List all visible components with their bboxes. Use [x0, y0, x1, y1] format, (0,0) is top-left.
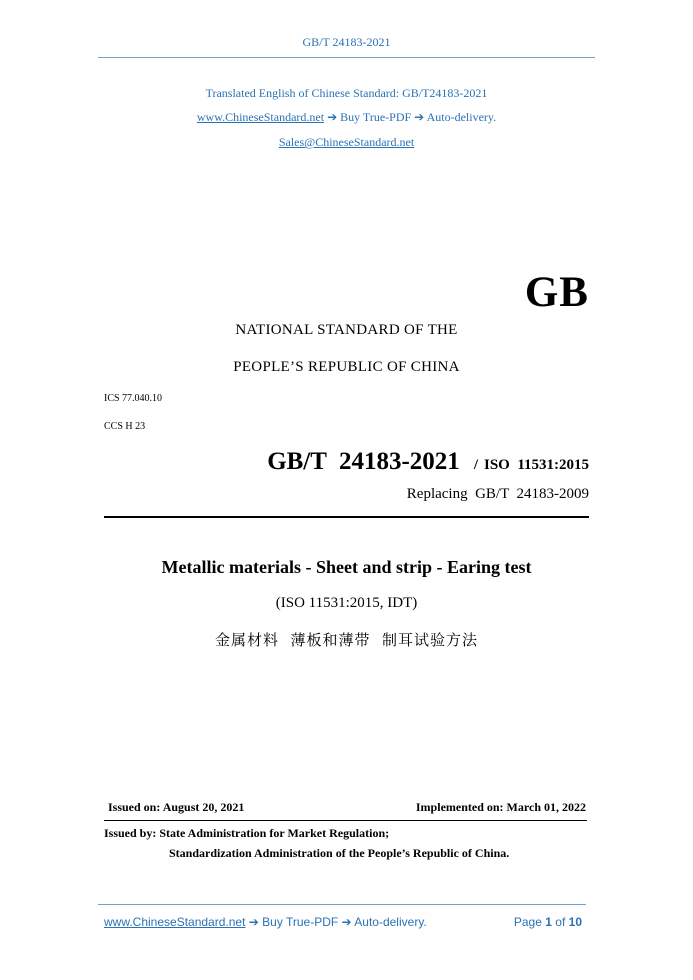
- footer-divider: [98, 904, 586, 905]
- footer-delivery-text: Auto-delivery.: [354, 915, 427, 929]
- replacing-standard: Replacing GB/T 24183-2009: [406, 486, 589, 502]
- document-title-en: Metallic materials - Sheet and strip - Earing test: [161, 557, 532, 577]
- implemented-on-date: Implemented on: March 01, 2022: [415, 800, 586, 814]
- email-line: [0, 135, 693, 150]
- issued-by-line1: Issued by: State Administration for Market Regulation;: [104, 826, 390, 840]
- title-divider: [104, 516, 589, 518]
- issued-by-line2: Standardization Administration of the People’s Republic of China.: [169, 846, 510, 860]
- page-current: 1: [545, 915, 552, 929]
- iso-number: ISO 11531:2015: [483, 457, 589, 473]
- document-title-cn: 金属材料 薄板和薄带 制耳试验方法: [214, 631, 479, 649]
- ccs-code: CCS H 23: [104, 421, 146, 432]
- auto-delivery-text: Auto-delivery.: [426, 110, 497, 124]
- iso-equivalence: (ISO 11531:2015, IDT): [275, 595, 418, 611]
- standard-number: GB/T 24183-2021: [267, 448, 460, 475]
- national-standard-line1: NATIONAL STANDARD OF THE: [235, 322, 458, 338]
- national-standard-line2: PEOPLE’S REPUBLIC OF CHINA: [233, 359, 460, 375]
- arrow-right-icon: ➔: [341, 915, 352, 929]
- standard-separator: /: [473, 457, 478, 473]
- running-header: GB/T 24183-2021: [302, 35, 391, 49]
- standard-number-line: [267, 448, 589, 476]
- page-of: of: [555, 915, 566, 929]
- page-label: Page: [513, 915, 542, 929]
- promo-line: [0, 110, 693, 125]
- buy-pdf-text: Buy True-PDF: [340, 110, 412, 124]
- footer-buy-text: Buy True-PDF: [262, 915, 339, 929]
- translation-notice: Translated English of Chinese Standard: GB/T24183-2021: [205, 86, 488, 100]
- arrow-right-icon: ➔: [248, 915, 259, 929]
- site-link[interactable]: www.ChineseStandard.net: [196, 110, 325, 124]
- header-divider: [98, 57, 595, 58]
- page-indicator: [514, 915, 582, 929]
- sales-email-link[interactable]: Sales@ChineseStandard.net: [278, 135, 415, 149]
- arrow-right-icon: ➔: [327, 110, 338, 124]
- issued-on-date: Issued on: August 20, 2021: [108, 800, 245, 814]
- gb-logo: GB: [524, 269, 589, 316]
- arrow-right-icon: ➔: [414, 110, 425, 124]
- footer-site-link[interactable]: www.ChineseStandard.net: [104, 915, 246, 929]
- dates-divider: [104, 820, 587, 821]
- ics-code: ICS 77.040.10: [104, 393, 163, 404]
- page-total: 10: [568, 915, 582, 929]
- footer-promo: [104, 915, 427, 929]
